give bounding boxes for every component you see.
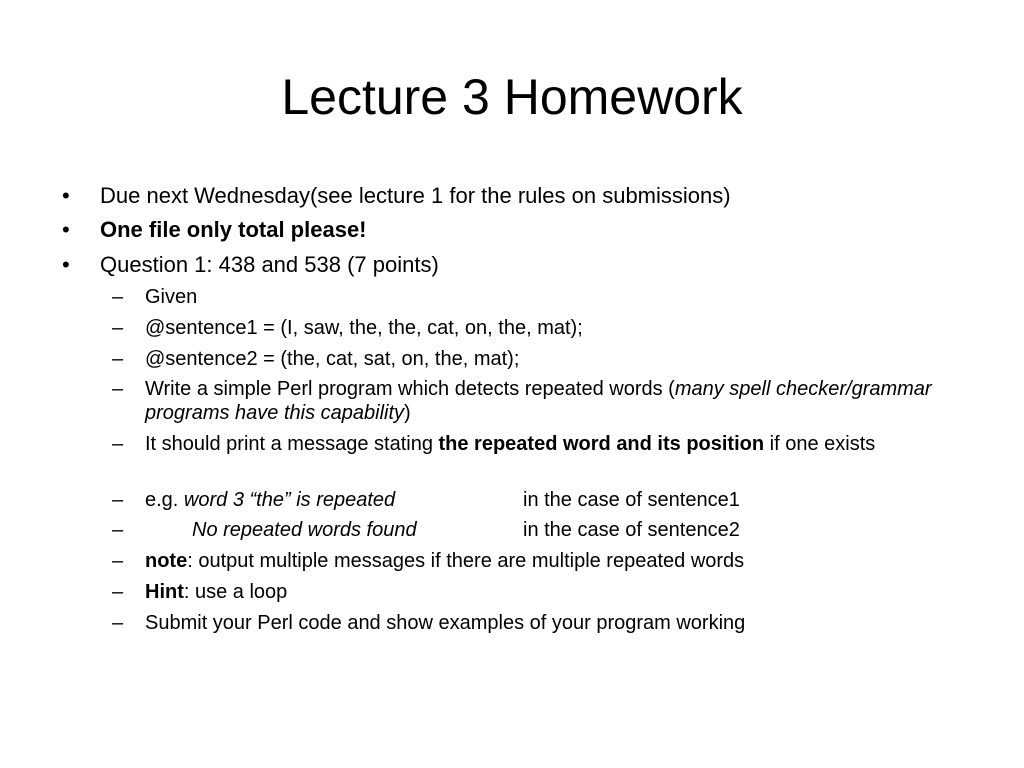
sub-item-text: e.g. — [145, 489, 184, 511]
sub-item-text: : use a loop — [183, 581, 288, 603]
sub-item-text: @sentence1 = (I, saw, the, the, cat, on, the, mat); — [145, 317, 583, 339]
sub-item-italic: No repeated words found — [192, 519, 417, 541]
bullet-due-date — [62, 182, 731, 210]
dash-marker: – — [112, 286, 124, 308]
bullet-marker: • — [62, 252, 70, 277]
sub-item-italic: word 3 “the” is repeated — [183, 489, 396, 511]
sub-item-print-message — [112, 432, 935, 456]
sub-item-text: if one exists — [764, 433, 876, 455]
sub-item-text: Given — [145, 286, 198, 308]
sub-item-submit — [112, 611, 935, 635]
sub-item-text: ) — [404, 402, 411, 424]
sub-item-text: Submit your Perl code and show examples of your program working — [145, 612, 746, 634]
dash-marker: – — [112, 581, 124, 603]
bullet-marker: • — [62, 183, 70, 208]
sub-item-text: It should print a message stating — [145, 433, 439, 455]
sub-item-text: : output multiple messages if there are multiple repeated words — [187, 550, 745, 572]
dash-marker: – — [112, 348, 124, 370]
sub-item-case: in the case of sentence1 — [523, 489, 740, 511]
bullet-marker: • — [62, 217, 70, 242]
dash-marker: – — [112, 489, 124, 511]
sub-item-text: @sentence2 = (the, cat, sat, on, the, mat); — [145, 348, 520, 370]
bullet-one-file — [62, 216, 367, 244]
sub-item-text: Write a simple Perl program which detects repeated words ( — [145, 378, 675, 400]
dash-marker: – — [112, 612, 124, 634]
sub-item-hint — [112, 580, 935, 604]
sub-item-example-repeat — [112, 488, 935, 512]
dash-marker: – — [112, 550, 124, 572]
sub-item-given — [112, 285, 935, 309]
sub-item-bold: Hint — [145, 581, 184, 603]
dash-marker: – — [112, 519, 124, 541]
bullet-text: One file only total please! — [100, 217, 367, 242]
sub-item-detect-repeats — [112, 377, 935, 425]
sub-item-bold: the repeated word and its position — [438, 433, 765, 455]
dash-marker: – — [112, 317, 124, 339]
slide-title: Lecture 3 Homework — [281, 69, 743, 125]
sub-item-sentence1 — [112, 316, 935, 340]
sub-item-case: in the case of sentence2 — [523, 519, 740, 541]
sub-item-note — [112, 549, 935, 573]
dash-marker: – — [112, 433, 124, 455]
dash-marker: – — [112, 378, 124, 400]
bullet-text: Due next Wednesday(see lecture 1 for the rules on submissions) — [100, 183, 731, 208]
sub-item-italic: many spell checker/grammar programs have this capability — [145, 378, 932, 424]
sub-item-example-none — [112, 518, 935, 542]
sub-item-sentence2 — [112, 347, 935, 371]
sub-item-bold: note — [145, 550, 188, 572]
bullet-question-1 — [62, 251, 439, 279]
bullet-text: Question 1: 438 and 538 (7 points) — [100, 252, 439, 277]
